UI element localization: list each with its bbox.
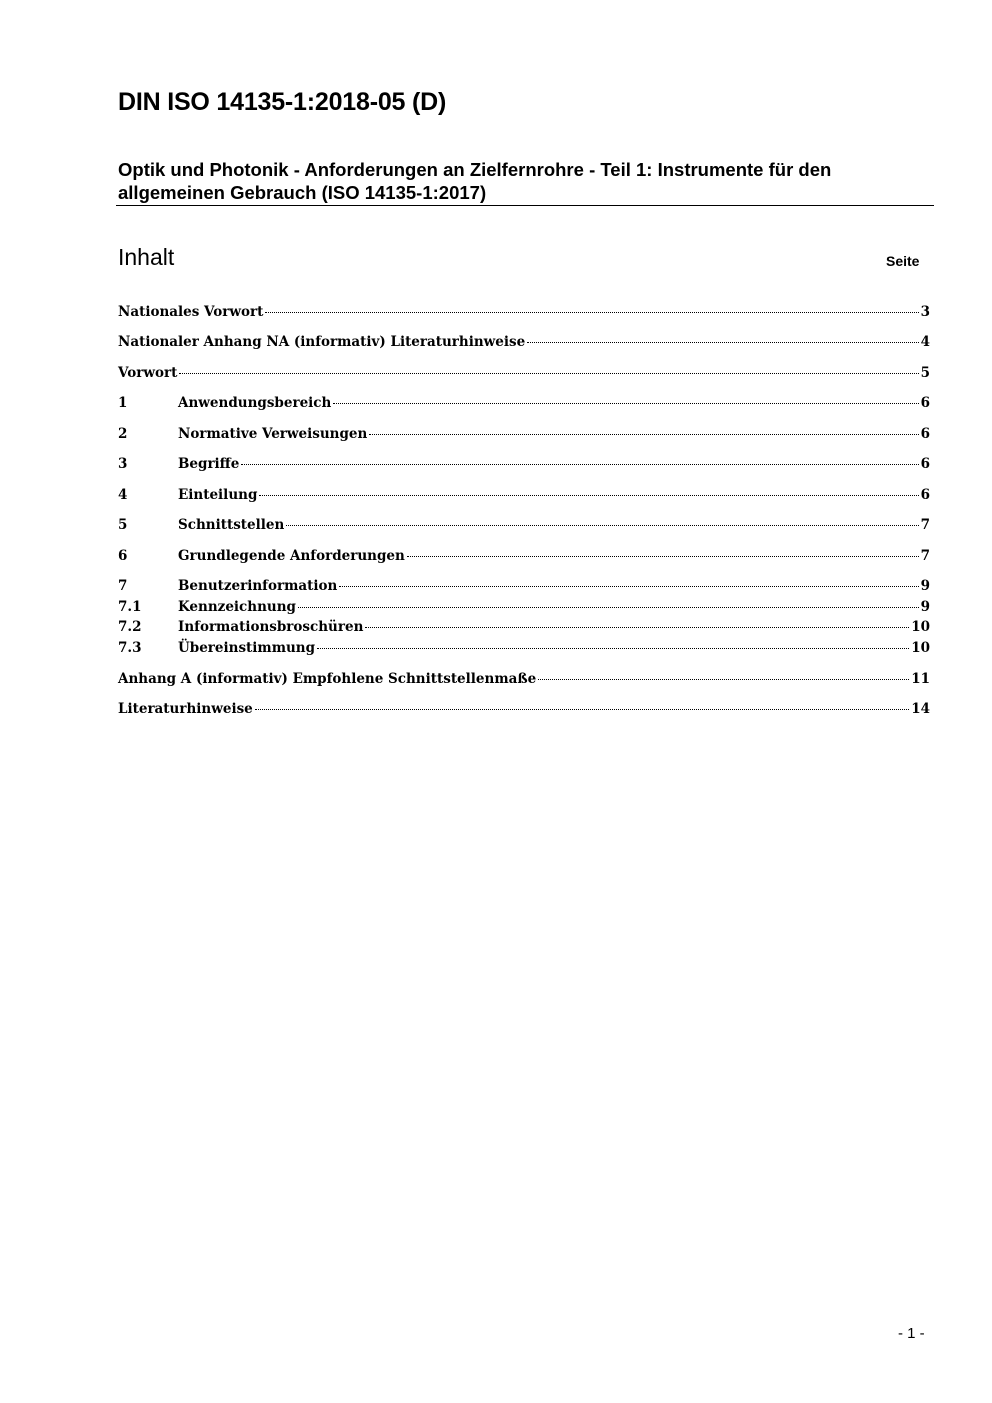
toc-entry-title: Nationaler Anhang NA (informativ) Literaturhinweise bbox=[118, 334, 526, 350]
toc-entry-number: 7.1 bbox=[118, 599, 142, 615]
toc-dot-leader bbox=[255, 709, 909, 710]
toc-dot-leader bbox=[365, 627, 909, 628]
toc-entry-number: 5 bbox=[118, 517, 128, 533]
toc-entry-title: Übereinstimmung bbox=[178, 640, 316, 656]
toc-entry-page: 11 bbox=[911, 671, 930, 687]
title-divider bbox=[116, 205, 934, 206]
toc-dot-leader bbox=[259, 495, 918, 496]
page-number: - 1 - bbox=[898, 1325, 925, 1342]
toc-dot-leader bbox=[369, 434, 918, 435]
toc-entry-number: 7 bbox=[118, 578, 128, 594]
toc-entry-page: 9 bbox=[920, 599, 930, 615]
toc-dot-leader bbox=[179, 373, 918, 374]
toc-entry-page: 7 bbox=[920, 548, 930, 564]
toc-dot-leader bbox=[333, 403, 918, 404]
toc-entry-title: Grundlegende Anforderungen bbox=[178, 548, 405, 564]
toc-entry-title: Einteilung bbox=[178, 487, 258, 503]
page-column-label: Seite bbox=[886, 253, 920, 269]
toc-entry-number: 2 bbox=[118, 426, 128, 442]
toc-entry-page: 6 bbox=[920, 426, 930, 442]
toc-entry-page: 7 bbox=[920, 517, 930, 533]
toc-dot-leader bbox=[298, 607, 919, 608]
toc-entry[interactable] bbox=[118, 424, 930, 444]
toc-entry[interactable] bbox=[118, 332, 930, 352]
toc-dot-leader bbox=[339, 586, 918, 587]
toc-entry-title: Vorwort bbox=[118, 365, 178, 381]
toc-entry-number: 7.3 bbox=[118, 640, 142, 656]
toc-entry-title: Kennzeichnung bbox=[178, 599, 296, 615]
toc-dot-leader bbox=[265, 312, 918, 313]
toc-entry-number: 7.2 bbox=[118, 619, 142, 635]
toc-entry-page: 4 bbox=[920, 334, 930, 350]
toc-entry-page: 14 bbox=[911, 701, 930, 717]
toc-entry[interactable] bbox=[118, 546, 930, 566]
toc-entry-number: 4 bbox=[118, 487, 128, 503]
toc-entry-title: Begriffe bbox=[178, 456, 240, 472]
toc-dot-leader bbox=[241, 464, 918, 465]
toc-entry[interactable] bbox=[118, 617, 930, 637]
document-id: DIN ISO 14135-1:2018-05 (D) bbox=[118, 88, 447, 116]
toc-entry-title: Anwendungsbereich bbox=[178, 395, 332, 411]
toc-entry[interactable] bbox=[118, 638, 930, 658]
toc-entry[interactable] bbox=[118, 669, 930, 689]
toc-entry-page: 6 bbox=[920, 487, 930, 503]
toc-entry[interactable] bbox=[118, 699, 930, 719]
toc-entry-title: Informationsbroschüren bbox=[178, 619, 364, 635]
toc-entry-page: 3 bbox=[920, 304, 930, 320]
toc-entry[interactable] bbox=[118, 485, 930, 505]
toc-entry-number: 1 bbox=[118, 395, 128, 411]
toc-entry-title: Anhang A (informativ) Empfohlene Schnittstellenmaße bbox=[118, 671, 537, 687]
toc-entry-page: 6 bbox=[920, 395, 930, 411]
toc-entry-page: 5 bbox=[920, 365, 930, 381]
toc-entry-title: Benutzerinformation bbox=[178, 578, 338, 594]
toc-entry-number: 6 bbox=[118, 548, 128, 564]
toc-entry-title: Schnittstellen bbox=[178, 517, 285, 533]
toc-entry[interactable] bbox=[118, 393, 930, 413]
toc-dot-leader bbox=[286, 525, 918, 526]
toc-dot-leader bbox=[407, 556, 919, 557]
toc-entry[interactable] bbox=[118, 363, 930, 383]
toc-entry[interactable] bbox=[118, 597, 930, 617]
toc-entry[interactable] bbox=[118, 454, 930, 474]
toc-entry[interactable] bbox=[118, 576, 930, 596]
toc-dot-leader bbox=[527, 342, 918, 343]
toc-entry-number: 3 bbox=[118, 456, 128, 472]
toc-entry-page: 9 bbox=[920, 578, 930, 594]
toc-entry-title: Literaturhinweise bbox=[118, 701, 253, 717]
toc-entry-page: 10 bbox=[911, 640, 930, 656]
toc-entry[interactable] bbox=[118, 302, 930, 322]
toc-heading: Inhalt bbox=[118, 244, 175, 270]
toc-entry-title: Nationales Vorwort bbox=[118, 304, 264, 320]
toc-entry-title: Normative Verweisungen bbox=[178, 426, 368, 442]
toc-entry-page: 10 bbox=[911, 619, 930, 635]
toc-entry-page: 6 bbox=[920, 456, 930, 472]
toc-dot-leader bbox=[317, 648, 909, 649]
document-title: Optik und Photonik - Anforderungen an Zielfernrohre - Teil 1: Instrumente für den allgemeinen Gebrauch (ISO 14135-1:2017) bbox=[118, 159, 832, 203]
toc-dot-leader bbox=[538, 679, 909, 680]
toc-entry[interactable] bbox=[118, 515, 930, 535]
